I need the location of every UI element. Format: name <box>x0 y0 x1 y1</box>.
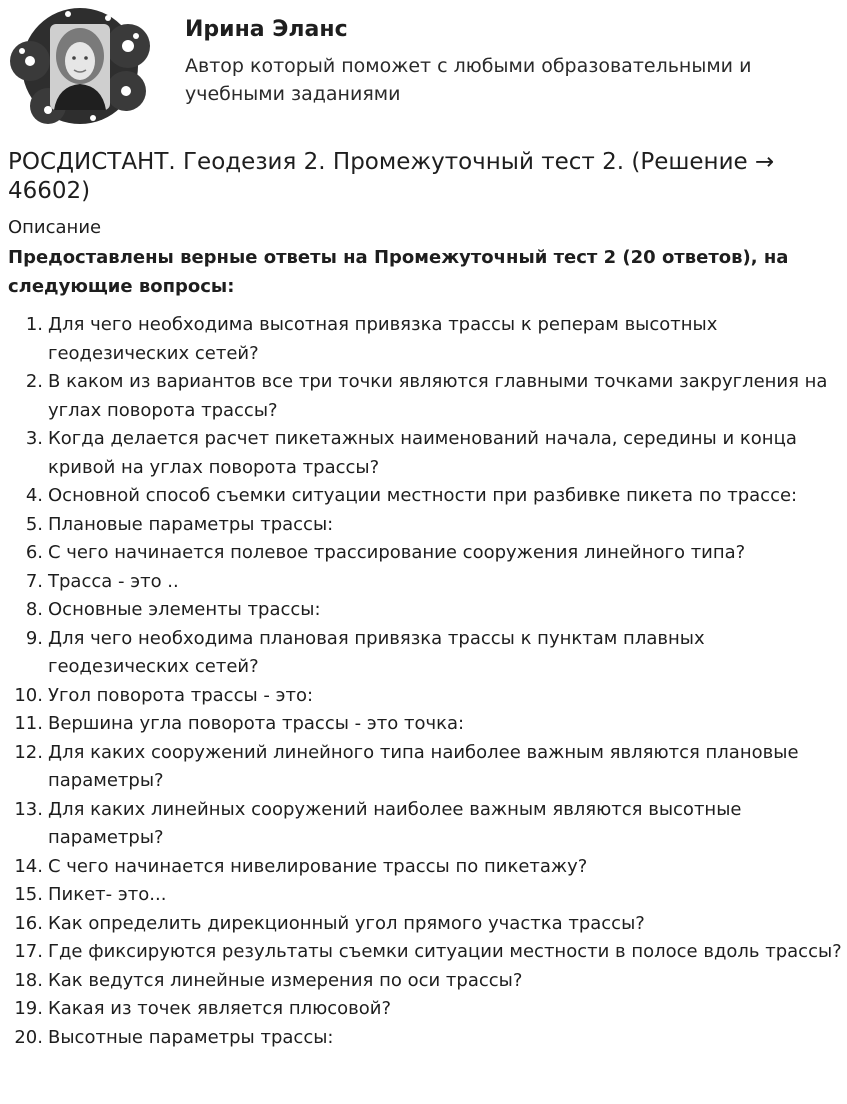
question-text: В каком из вариантов все три точки являются главными точками закругления на углах поворота трассы? <box>48 371 828 421</box>
question-item <box>8 596 843 625</box>
question-item <box>8 482 843 511</box>
question-number: 20. <box>14 1026 43 1048</box>
question-number: 15. <box>14 884 43 905</box>
intro-text: Предоставлены верные ответы на Промежуточный тест 2 (20 ответов), на следующие вопросы: <box>8 247 789 297</box>
question-text: Угол поворота трассы - это: <box>48 684 314 706</box>
question-number: 13. <box>14 798 43 820</box>
question-text: Для чего необходима высотная привязка трассы к реперам высотных геодезических сетей? <box>48 314 718 364</box>
question-number: 11. <box>14 713 43 734</box>
question-item <box>8 853 843 882</box>
question-number: 8. <box>25 599 43 620</box>
question-item <box>8 368 843 425</box>
question-text: Основной способ съемки ситуации местности при разбивке пикета по трассе: <box>48 485 798 506</box>
question-number: 3. <box>25 428 43 449</box>
question-text: Плановые параметры трассы: <box>48 513 334 535</box>
author-description: Автор который поможет с любыми образовательными и учебными заданиями <box>185 55 752 105</box>
question-text: Какая из точек является плюсовой? <box>48 998 392 1019</box>
question-item <box>8 311 843 368</box>
question-text: Для каких линейных сооружений наиболее важным являются высотные параметры? <box>48 798 742 848</box>
question-text: Пикет- это... <box>48 884 167 905</box>
question-number: 9. <box>25 627 43 649</box>
author-name[interactable]: Ирина Эланс <box>185 17 348 42</box>
question-text: С чего начинается полевое трассирование сооружения линейного типа? <box>48 542 746 563</box>
question-number: 4. <box>25 485 43 506</box>
question-number: 16. <box>14 912 43 934</box>
question-item <box>8 910 843 939</box>
question-item <box>8 796 843 853</box>
question-text: Вершина угла поворота трассы - это точка: <box>48 713 465 734</box>
question-item <box>8 995 843 1024</box>
question-item <box>8 938 843 967</box>
question-item <box>8 425 843 482</box>
question-text: Для каких сооружений линейного типа наиболее важным являются плановые параметры? <box>48 741 799 791</box>
question-number: 2. <box>25 371 43 392</box>
question-item <box>8 539 843 568</box>
question-number: 18. <box>14 969 43 991</box>
question-text: Где фиксируются результаты съемки ситуации местности в полосе вдоль трассы? <box>48 941 842 962</box>
page-title: РОСДИСТАНТ. Геодезия 2. Промежуточный тест 2. (Решение → 46602) <box>8 149 775 204</box>
question-item <box>8 739 843 796</box>
question-item <box>8 710 843 739</box>
description-label: Описание <box>8 217 102 238</box>
question-item <box>8 1024 843 1053</box>
question-number: 1. <box>25 314 43 335</box>
question-number: 17. <box>14 941 43 962</box>
question-number: 10. <box>14 684 43 706</box>
question-text: Как ведутся линейные измерения по оси трассы? <box>48 969 523 991</box>
questions-list <box>8 311 843 1052</box>
question-number: 14. <box>14 855 43 877</box>
question-item <box>8 881 843 910</box>
question-item <box>8 967 843 996</box>
question-number: 6. <box>25 542 43 563</box>
question-text: Основные элементы трассы: <box>48 599 321 620</box>
author-card <box>8 6 838 126</box>
question-item <box>8 682 843 711</box>
question-text: Высотные параметры трассы: <box>48 1026 334 1048</box>
question-text: Для чего необходима плановая привязка трассы к пунктам плавных геодезических сетей? <box>48 627 705 677</box>
question-text: Трасса - это .. <box>48 570 179 592</box>
question-number: 19. <box>14 998 43 1019</box>
question-item <box>8 568 843 597</box>
question-item <box>8 625 843 682</box>
author-avatar-icon[interactable] <box>8 6 153 126</box>
question-text: С чего начинается нивелирование трассы по пикетажу? <box>48 855 588 877</box>
question-number: 12. <box>14 741 43 763</box>
question-text: Как определить дирекционный угол прямого участка трассы? <box>48 912 645 934</box>
question-number: 5. <box>25 513 43 535</box>
question-text: Когда делается расчет пикетажных наименований начала, середины и конца кривой на углах поворота трассы? <box>48 428 797 478</box>
question-item <box>8 511 843 540</box>
question-number: 7. <box>25 570 43 592</box>
